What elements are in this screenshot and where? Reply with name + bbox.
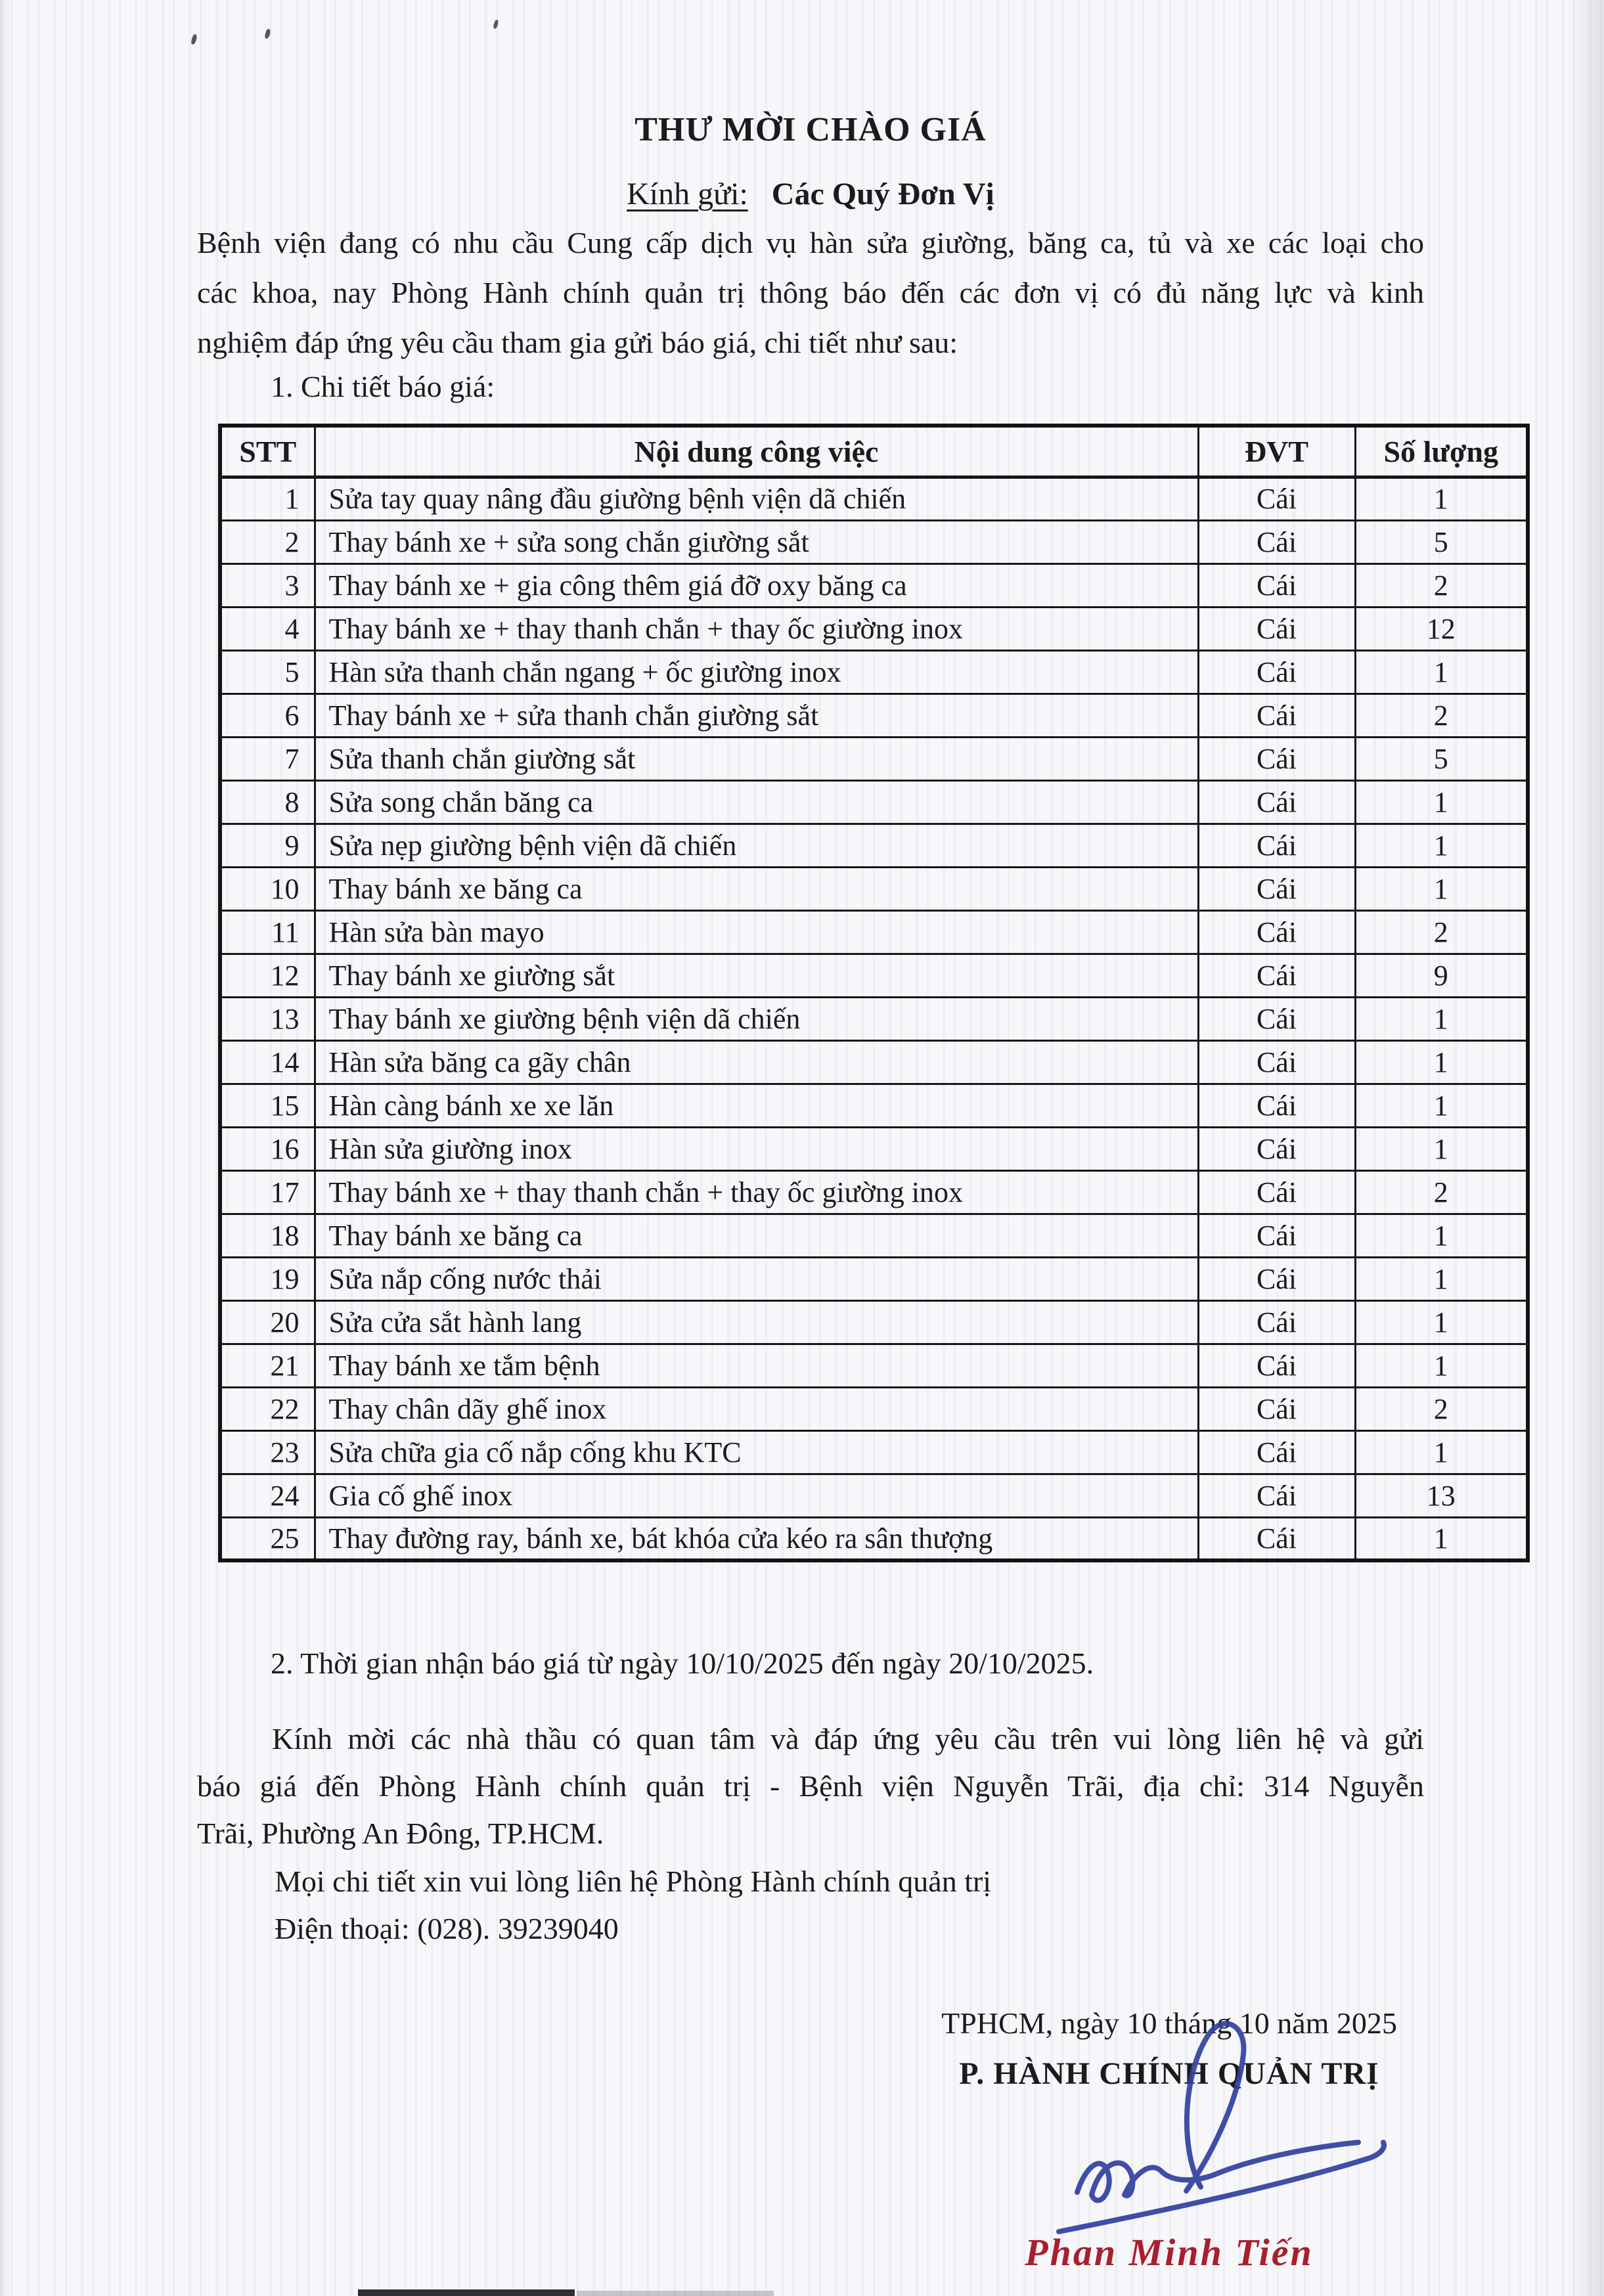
cell-qty: 1 [1355, 1127, 1528, 1170]
cell-stt: 1 [220, 477, 315, 520]
cell-qty: 2 [1355, 1387, 1528, 1430]
cell-qty: 1 [1355, 780, 1528, 824]
text-line: Bệnh viện đang có nhu cầu Cung cấp dịch vụ hàn sửa giường, băng ca, tủ và xe các loại cho [197, 226, 1424, 259]
signature-place-date: TPHCM, ngày 10 tháng 10 năm 2025 [941, 2006, 1397, 2040]
handwritten-signature [1038, 2011, 1445, 2241]
table-row [220, 694, 1528, 737]
table-row [220, 1127, 1528, 1170]
cell-unit: Cái [1198, 737, 1355, 780]
cell-stt: 9 [220, 824, 315, 867]
cell-desc: Sửa thanh chắn giường sắt [315, 737, 1198, 780]
table-row [220, 780, 1528, 824]
cell-stt: 15 [220, 1084, 315, 1127]
cell-stt: 21 [220, 1344, 315, 1387]
text-line: báo giá đến Phòng Hành chính quản trị - Bệnh viện Nguyễn Trãi, địa chỉ: 314 Nguyễn [197, 1769, 1424, 1803]
table-row [220, 477, 1528, 520]
cell-unit: Cái [1198, 910, 1355, 954]
cell-unit: Cái [1198, 563, 1355, 607]
cell-stt: 18 [220, 1214, 315, 1257]
cell-unit: Cái [1198, 824, 1355, 867]
invite-paragraph [197, 1715, 1424, 1857]
cell-unit: Cái [1198, 1300, 1355, 1344]
column-header-stt: STT [220, 426, 315, 477]
cell-stt: 4 [220, 607, 315, 650]
table-row [220, 1517, 1528, 1560]
cell-stt: 3 [220, 563, 315, 607]
text-line: Trãi, Phường An Đông, TP.HCM. [197, 1817, 604, 1850]
table-row [220, 997, 1528, 1040]
cell-stt: 24 [220, 1474, 315, 1517]
cell-qty: 1 [1355, 1040, 1528, 1084]
signature-strokes [1059, 2023, 1384, 2232]
cell-qty: 1 [1355, 824, 1528, 867]
table-row [220, 1084, 1528, 1127]
cell-unit: Cái [1198, 520, 1355, 563]
cell-unit: Cái [1198, 1084, 1355, 1127]
cell-qty: 2 [1355, 563, 1528, 607]
table-header-row [220, 426, 1528, 477]
text-line: các khoa, nay Phòng Hành chính quản trị thông báo đến các đơn vị có đủ năng lực và kinh [197, 276, 1424, 309]
page-title: THƯ MỜI CHÀO GIÁ [635, 111, 987, 148]
cell-stt: 10 [220, 867, 315, 910]
text-line: nghiệm đáp ứng yêu cầu tham gia gửi báo giá, chi tiết như sau: [197, 326, 958, 359]
scan-artifact-bar [358, 2289, 575, 2296]
cell-qty: 2 [1355, 694, 1528, 737]
cell-qty: 1 [1355, 867, 1528, 910]
cell-unit: Cái [1198, 650, 1355, 694]
text-line: Kính mời các nhà thầu có quan tâm và đáp ứng yêu cầu trên vui lòng liên hệ và gửi [272, 1722, 1424, 1755]
cell-desc: Hàn càng bánh xe xe lăn [315, 1084, 1198, 1127]
cell-desc: Hàn sửa giường inox [315, 1127, 1198, 1170]
cell-desc: Thay bánh xe giường bệnh viện dã chiến [315, 997, 1198, 1040]
salutation-label: Kính gửi: [627, 177, 748, 211]
cell-qty: 2 [1355, 1170, 1528, 1214]
column-header-desc: Nội dung công việc [315, 426, 1198, 477]
salutation-line [197, 176, 1424, 212]
cell-stt: 19 [220, 1257, 315, 1300]
cell-qty: 13 [1355, 1474, 1528, 1517]
cell-stt: 14 [220, 1040, 315, 1084]
cell-unit: Cái [1198, 1517, 1355, 1560]
cell-desc: Thay bánh xe + sửa thanh chắn giường sắt [315, 694, 1198, 737]
contact-phone: Điện thoại: (028). 39239040 [275, 1912, 619, 1945]
cell-qty: 1 [1355, 650, 1528, 694]
cell-unit: Cái [1198, 694, 1355, 737]
cell-desc: Hàn sửa thanh chắn ngang + ốc giường inox [315, 650, 1198, 694]
salutation-recipient: Các Quý Đơn Vị [771, 177, 994, 211]
cell-stt: 6 [220, 694, 315, 737]
table-row [220, 607, 1528, 650]
table-row [220, 520, 1528, 563]
cell-desc: Thay bánh xe + gia công thêm giá đỡ oxy băng ca [315, 563, 1198, 607]
table-row [220, 1300, 1528, 1344]
table-row [220, 867, 1528, 910]
cell-unit: Cái [1198, 954, 1355, 997]
cell-desc: Gia cố ghế inox [315, 1474, 1198, 1517]
cell-stt: 7 [220, 737, 315, 780]
cell-desc: Sửa cửa sắt hành lang [315, 1300, 1198, 1344]
cell-desc: Sửa nẹp giường bệnh viện dã chiến [315, 824, 1198, 867]
cell-unit: Cái [1198, 1344, 1355, 1387]
cell-desc: Sửa song chắn băng ca [315, 780, 1198, 824]
cell-unit: Cái [1198, 1170, 1355, 1214]
cell-desc: Thay chân dãy ghế inox [315, 1387, 1198, 1430]
cell-stt: 8 [220, 780, 315, 824]
table-row [220, 1430, 1528, 1474]
cell-unit: Cái [1198, 1040, 1355, 1084]
table-row [220, 1040, 1528, 1084]
cell-unit: Cái [1198, 1430, 1355, 1474]
table-row [220, 910, 1528, 954]
section-detail-heading: 1. Chi tiết báo giá: [271, 370, 495, 403]
cell-desc: Thay bánh xe + thay thanh chắn + thay ốc giường inox [315, 1170, 1198, 1214]
cell-unit: Cái [1198, 997, 1355, 1040]
cell-unit: Cái [1198, 607, 1355, 650]
cell-desc: Thay bánh xe + thay thanh chắn + thay ốc giường inox [315, 607, 1198, 650]
intro-paragraph [197, 218, 1424, 368]
cell-desc: Hàn sửa băng ca gãy chân [315, 1040, 1198, 1084]
cell-desc: Thay bánh xe + sửa song chắn giường sắt [315, 520, 1198, 563]
table-row [220, 1257, 1528, 1300]
signatory-name: Phan Minh Tiến [1025, 2231, 1314, 2274]
cell-unit: Cái [1198, 1474, 1355, 1517]
cell-stt: 11 [220, 910, 315, 954]
quotation-table [218, 424, 1530, 1562]
scan-artifact-bar [577, 2291, 774, 2296]
table-row [220, 1214, 1528, 1257]
cell-unit: Cái [1198, 1387, 1355, 1430]
scan-speck [190, 33, 198, 45]
cell-desc: Thay bánh xe băng ca [315, 1214, 1198, 1257]
table-row [220, 1344, 1528, 1387]
cell-stt: 25 [220, 1517, 315, 1560]
cell-stt: 13 [220, 997, 315, 1040]
cell-qty: 1 [1355, 1430, 1528, 1474]
cell-qty: 12 [1355, 607, 1528, 650]
cell-qty: 1 [1355, 997, 1528, 1040]
table-row [220, 1387, 1528, 1430]
cell-desc: Thay bánh xe băng ca [315, 867, 1198, 910]
cell-qty: 5 [1355, 737, 1528, 780]
table-row [220, 824, 1528, 867]
cell-stt: 22 [220, 1387, 315, 1430]
table-row [220, 954, 1528, 997]
cell-stt: 17 [220, 1170, 315, 1214]
cell-qty: 1 [1355, 1214, 1528, 1257]
cell-desc: Thay bánh xe giường sắt [315, 954, 1198, 997]
cell-stt: 23 [220, 1430, 315, 1474]
cell-qty: 1 [1355, 477, 1528, 520]
cell-qty: 1 [1355, 1084, 1528, 1127]
cell-qty: 1 [1355, 1257, 1528, 1300]
cell-desc: Thay đường ray, bánh xe, bát khóa cửa kéo ra sân thượng [315, 1517, 1198, 1560]
signature-department: P. HÀNH CHÍNH QUẢN TRỊ [959, 2056, 1379, 2091]
cell-desc: Sửa nắp cống nước thải [315, 1257, 1198, 1300]
table-row [220, 563, 1528, 607]
cell-unit: Cái [1198, 867, 1355, 910]
cell-stt: 12 [220, 954, 315, 997]
cell-qty: 9 [1355, 954, 1528, 997]
cell-qty: 1 [1355, 1344, 1528, 1387]
cell-stt: 5 [220, 650, 315, 694]
contact-note: Mọi chi tiết xin vui lòng liên hệ Phòng Hành chính quản trị [275, 1865, 992, 1898]
cell-qty: 1 [1355, 1300, 1528, 1344]
cell-desc: Sửa chữa gia cố nắp cống khu KTC [315, 1430, 1198, 1474]
cell-stt: 16 [220, 1127, 315, 1170]
cell-stt: 20 [220, 1300, 315, 1344]
table-row [220, 1170, 1528, 1214]
cell-desc: Hàn sửa bàn mayo [315, 910, 1198, 954]
table-row [220, 650, 1528, 694]
cell-stt: 2 [220, 520, 315, 563]
table-row [220, 737, 1528, 780]
cell-desc: Thay bánh xe tắm bệnh [315, 1344, 1198, 1387]
table-row [220, 1474, 1528, 1517]
scan-speck [493, 19, 499, 29]
cell-unit: Cái [1198, 1127, 1355, 1170]
cell-unit: Cái [1198, 1214, 1355, 1257]
cell-unit: Cái [1198, 477, 1355, 520]
column-header-qty: Số lượng [1355, 426, 1528, 477]
quote-table-body [220, 477, 1528, 1560]
cell-unit: Cái [1198, 1257, 1355, 1300]
scan-speck [264, 28, 271, 39]
cell-qty: 1 [1355, 1517, 1528, 1560]
section-time-notice: 2. Thời gian nhận báo giá từ ngày 10/10/2025 đến ngày 20/10/2025. [271, 1646, 1094, 1680]
cell-unit: Cái [1198, 780, 1355, 824]
cell-qty: 2 [1355, 910, 1528, 954]
column-header-dvt: ĐVT [1198, 426, 1355, 477]
cell-desc: Sửa tay quay nâng đầu giường bệnh viện dã chiến [315, 477, 1198, 520]
cell-qty: 5 [1355, 520, 1528, 563]
